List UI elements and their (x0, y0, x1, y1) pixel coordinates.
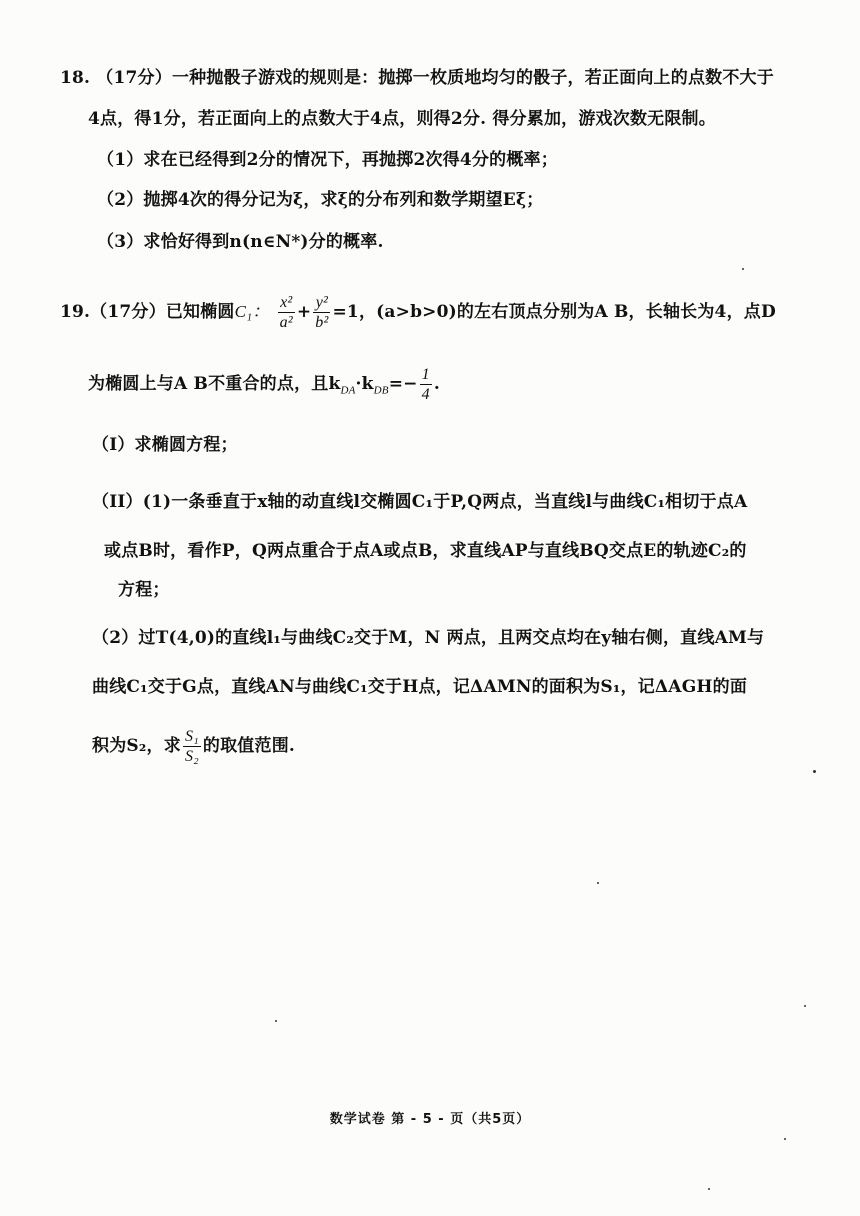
scan-speck (708, 1188, 710, 1190)
q19-line2 (88, 362, 440, 406)
scan-speck (742, 268, 744, 270)
q19-fraction-quarter (420, 365, 432, 404)
q19-line2-mid: ·k (355, 374, 374, 394)
q19-line2-eq: =− (388, 374, 418, 394)
q19-sub-db: DB (373, 384, 389, 397)
q19-frac1-num: x² (278, 293, 295, 313)
scan-speck (804, 1005, 806, 1007)
q19-fraction-y (313, 293, 330, 332)
q18-line1: 18. （17分）一种抛骰子游戏的规则是：抛掷一枚质地均匀的骰子，若正面向上的点数不大于 (60, 68, 774, 88)
q19-part2b-line3-pre: 积为S₂，求 (92, 736, 181, 756)
q19-part1: （Ⅰ）求椭圆方程； (92, 435, 238, 455)
q19-frac4-num: S₁ (184, 728, 199, 745)
q18-sub3: （3）求恰好得到n(n∈N*)分的概率. (97, 232, 384, 252)
q19-frac3-num: 1 (421, 366, 430, 383)
q18-line2: 4点，得1分，若正面向上的点数大于4点，则得2分. 得分累加，游戏次数无限制。 (88, 109, 716, 129)
q19-part2-line3: 方程； (118, 580, 170, 600)
q19-part2b-line2: 曲线C₁交于G点，直线AN与曲线C₁交于H点，记ΔAMN的面积为S₁，记ΔAGH的面 (92, 677, 748, 697)
q19-sub-da: DA (340, 384, 356, 397)
q18-sub1: （1）求在已经得到2分的情况下，再抛掷2次得4分的概率； (97, 150, 558, 170)
scan-speck (784, 1138, 786, 1140)
q19-part2b-line1: （2）过T(4,0)的直线l₁与曲线C₂交于M，N 两点，且两交点均在y轴右侧，直线AM与 (92, 628, 765, 648)
q19-part2-line1: （II）(1)一条垂直于x轴的动直线l交椭圆C₁于P,Q两点，当直线l与曲线C₁相切于点A (92, 492, 748, 512)
q19-cond: (a>b>0)的左右顶点分别为A B，长轴长为4，点D (376, 302, 776, 322)
q19-prefix: 19.（17分）已知椭圆 (60, 302, 235, 322)
q19-eq: =1， (332, 302, 377, 322)
q19-ellipse-name: C₁： (234, 302, 270, 321)
q19-frac3-den: 4 (421, 386, 430, 403)
q19-frac2-den: b² (315, 314, 329, 331)
q19-part2-line2: 或点B时，看作P，Q两点重合于点A或点B，求直线AP与直线BQ交点E的轨迹C₂的 (104, 541, 747, 561)
scan-speck (597, 882, 599, 884)
q19-line2-end: . (433, 374, 440, 394)
q19-part2b-line3-end: 的取值范围. (202, 736, 296, 756)
q19-fraction-s1-s2 (183, 727, 201, 766)
q19-part2b-line3 (92, 722, 295, 770)
page-footer: 数学试卷 第 - 5 - 页（共5页） (329, 1112, 531, 1127)
q19-frac1-den: a² (279, 314, 293, 331)
q18-sub2: （2）抛掷4次的得分记为ξ，求ξ的分布列和数学期望Eξ； (97, 190, 544, 210)
q19-frac4-den: S₂ (184, 748, 199, 765)
q19-line1 (60, 290, 776, 334)
q19-plus: + (296, 302, 312, 322)
scan-speck (813, 770, 816, 773)
scan-speck (275, 1020, 277, 1022)
q19-line2-pre: 为椭圆上与A B不重合的点，且k (88, 374, 341, 394)
q19-frac2-num: y² (313, 293, 330, 313)
q19-fraction-x (278, 293, 295, 332)
